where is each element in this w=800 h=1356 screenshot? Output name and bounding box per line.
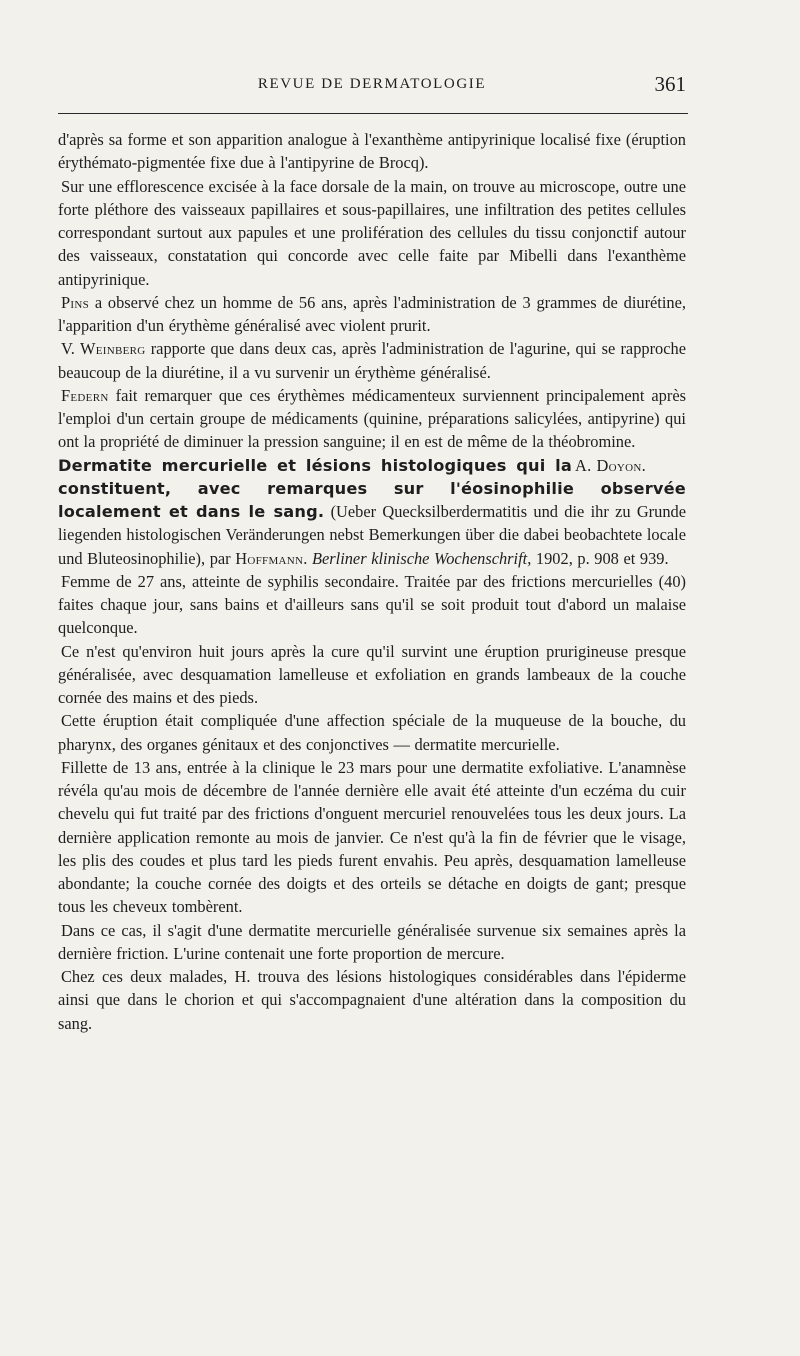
paragraph-2: Sur une efflorescence excisée à la face dorsale de la main, on trouve au microscope, outre une forte pléthore des vaisseaux papillaires et sous-papillaires, une infiltration des petites cellules correspondant surtout aux papules et une prolifération des cellules du tissu conjonctif autour des vaisseaux, constatation qui concorde avec celle faite par Mibelli dans l'exanthème antipyrinique.: [58, 176, 686, 289]
article-author: Hoffmann: [235, 548, 304, 568]
paragraph-federn: [58, 384, 686, 475]
paragraph-federn-text: fait remarquer que ces érythèmes médicamenteux surviennent principalement après l'emploi d'un certain groupe de médicaments (quinine, préparations salicylées, antipyrine) qui ont la propriété de diminuer la pression sanguine; il en est de même de la théobromine.: [58, 385, 686, 452]
article-ref-sep: .: [303, 548, 312, 568]
paragraph-weinberg-text: rapporte que dans deux cas, après l'administration de l'agurine, qui se rapproche beaucoup de la diurétine, il a vu survenir un érythème généralisé.: [58, 339, 686, 382]
paragraph-case-2: Fillette de 13 ans, entrée à la clinique le 23 mars pour une dermatite exfoliative. L'anamnèse révéla qu'au mois de décembre de l'année dernière elle avait été atteinte d'un eczéma du cuir chevelu qui fut traité par des frictions d'onguent mercuriel renouvelées tous les deux jours. La dernière application remonte au mois de janvier. Ce n'est qu'à la fin de février que le visage, les plis des coudes et plus tard les pieds furent envahis. Peu après, desquamation lamelleuse abondante; la couche cornée des doigts et des orteils se détache en doigts de gant; presque tous les cheveux tombèrent.: [58, 757, 686, 917]
body-text: [58, 128, 686, 1035]
author-weinberg: Weinberg: [80, 339, 146, 359]
article-title: Dermatite mercurielle et lésions histologiques qui la constituent, avec remarques sur l'éosinophilie observée localement et dans le sang.: [58, 455, 686, 521]
page-number: 361: [654, 72, 686, 96]
paragraph-weinberg: [58, 337, 686, 384]
initial-v: V.: [61, 339, 80, 359]
paragraph-pins-text: a observé chez un homme de 56 ans, après l'administration de 3 grammes de diurétine, l'apparition d'un érythème généralisé avec violent prurit.: [58, 292, 686, 335]
paragraph-case-1: Femme de 27 ans, atteinte de syphilis secondaire. Traitée par des frictions mercurielles (40) faites chaque jour, sans bains et d'ailleurs sans qu'il se soit produit tout d'abord un malaise quelconque.: [58, 571, 686, 638]
paragraph-complication: Cette éruption était compliquée d'une affection spéciale de la muqueuse de la bouche, du pharynx, des organes génitaux et des conjonctives — dermatite mercurielle.: [58, 711, 686, 754]
author-pins: Pins: [61, 292, 90, 312]
page-header: [58, 72, 686, 104]
running-title: REVUE DE DERMATOLOGIE: [257, 76, 487, 92]
article-journal: Berliner klinische Wochenschrift: [311, 548, 528, 568]
paragraph-histology: Chez ces deux malades, H. trouva des lésions histologiques considérables dans l'épiderme ainsi que dans le chorion et qui s'accompagnaient d'une altération dans la composition du sang.: [58, 967, 686, 1033]
paragraph-pins: [58, 291, 686, 338]
article-ref-pages: , 1902, p. 908 et 939.: [527, 548, 669, 568]
paragraph-case-2-conclusion: Dans ce cas, il s'agit d'une dermatite mercurielle généralisée survenue six semaines après la dernière friction. L'urine contenait une forte proportion de mercure.: [58, 920, 686, 963]
article-ref-original: (Ueber Quecksilberdermatitis und die ihr zu Grunde liegenden histologischen Veränderungen nebst Bemerkungen über die dabei beobachtete locale und Bluteosinophilie), par: [58, 502, 686, 568]
author-federn: Federn: [61, 385, 109, 405]
paragraph-eruption: Ce n'est qu'environ huit jours après la cure qu'il survint une éruption prurigineuse presque généralisée, avec desquamation lamelleuse et exfoliation en grands lambeaux de la couche cornée des mains et des pieds.: [58, 641, 686, 707]
signature-doyon: A. Doyon.: [575, 455, 646, 475]
paragraph-1: d'après sa forme et son apparition analogue à l'exanthème antipyrinique localisé fixe (éruption érythémato-pigmentée fixe due à l'antipyrine de Brocq).: [58, 130, 686, 173]
header-rule: [58, 113, 688, 114]
